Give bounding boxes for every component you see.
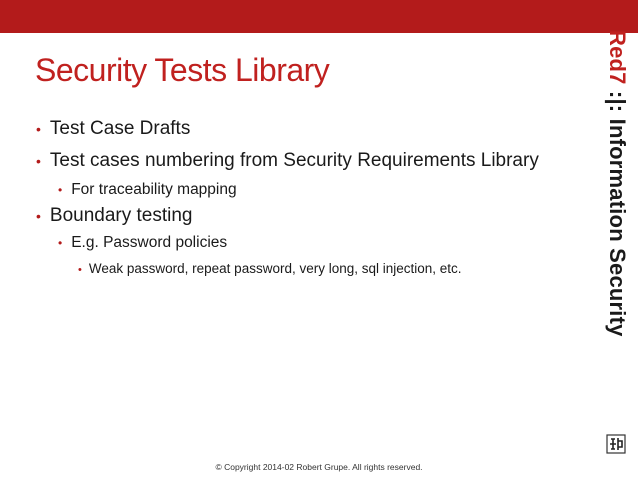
bullet-text: E.g. Password policies: [71, 234, 228, 251]
brand-rest-text: :|: Information Security: [605, 84, 630, 337]
bullet-text: Test Case Drafts: [49, 118, 191, 139]
bullet-dot: •: [36, 153, 41, 169]
bullet-text: For traceability mapping: [71, 181, 237, 198]
hanko-seal-icon: [604, 432, 628, 456]
bullet-level1: [36, 150, 539, 172]
bullet-dot: •: [78, 264, 82, 276]
brand-seven-text: 7: [605, 72, 630, 85]
bullet-level2: [58, 234, 227, 252]
bullet-text: Boundary testing: [49, 205, 193, 226]
bullet-level1: [36, 205, 193, 227]
bullet-dot: •: [36, 208, 41, 224]
bullet-dot: •: [58, 236, 63, 250]
bullet-text: Test cases numbering from Security Requirements Library: [49, 150, 539, 171]
bullet-level2: [58, 181, 237, 199]
top-banner: [0, 0, 638, 33]
bullet-dot: •: [58, 183, 63, 197]
bullet-dot: •: [36, 121, 41, 137]
copyright-footer: © Copyright 2014-02 Robert Grupe. All rights reserved.: [215, 462, 423, 472]
bullet-level1: [36, 118, 190, 140]
bullet-text: Weak password, repeat password, very long, sql injection, etc.: [88, 261, 462, 276]
brand-red-text: Red: [605, 30, 630, 73]
vertical-brand-label: [604, 30, 630, 337]
bullet-level3: [78, 261, 462, 276]
slide-title: Security Tests Library: [35, 52, 330, 88]
